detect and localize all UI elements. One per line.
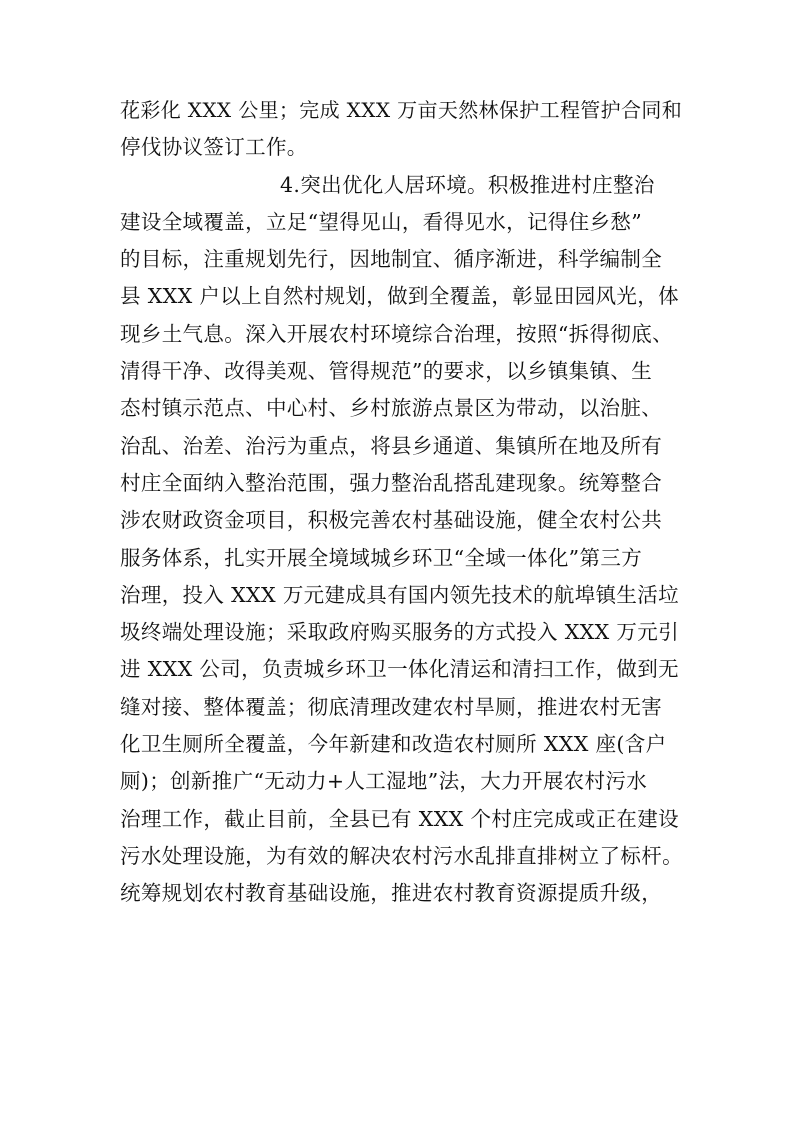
text-line: 涉农财政资金项目，积极完善农村基础设施，健全农村公共 [120, 508, 663, 533]
text-line: 治乱、治差、治污为重点，将县乡通道、集镇所在地及所有 [120, 433, 663, 458]
text-line: 县 XXX 户以上自然村规划，做到全覆盖，彰显田园风光，体 [120, 284, 679, 309]
text-line: 进 XXX 公司，负责城乡环卫一体化清运和清扫工作，做到无 [120, 657, 679, 682]
body-text [120, 92, 690, 913]
text-line: 厕)；创新推广“无动力+人工湿地”法，大力开展农村污水 [120, 769, 648, 794]
text-line: 统筹规划农村教育基础设施，推进农村教育资源提质升级， [120, 881, 663, 906]
text-line: 缝对接、整体覆盖；彻底清理改建农村旱厕，推进农村无害 [120, 694, 663, 719]
text-line: 建设全域覆盖，立足“望得见山，看得见水，记得住乡愁” [120, 209, 643, 234]
section-heading-line: 4.突出优化人居环境。积极推进村庄整治 [280, 172, 655, 197]
text-line: 的目标，注重规划先行，因地制宜、循序渐进，科学编制全 [120, 247, 663, 272]
text-line: 停伐协议签订工作。 [120, 135, 308, 160]
text-line: 花彩化 XXX 公里；完成 XXX 万亩天然林保护工程管护合同和 [120, 98, 683, 122]
text-line: 态村镇示范点、中心村、乡村旅游点景区为带动，以治脏、 [120, 396, 663, 421]
text-line: 污水处理设施，为有效的解决农村污水乱排直排树立了标杆。 [120, 843, 683, 868]
text-line: 圾终端处理设施；采取政府购买服务的方式投入 XXX 万元引 [120, 620, 679, 645]
text-line: 服务体系，扎实开展全境域城乡环卫“全域一体化”第三方 [120, 545, 643, 570]
text-line: 治理工作，截止目前，全县已有 XXX 个村庄完成或正在建设 [120, 806, 679, 831]
text-line: 村庄全面纳入整治范围，强力整治乱搭乱建现象。统筹整合 [120, 470, 663, 495]
text-line: 治理，投入 XXX 万元建成具有国内领先技术的航埠镇生活垃 [120, 582, 679, 607]
text-line: 化卫生厕所全覆盖，今年新建和改造农村厕所 XXX 座(含户 [120, 732, 667, 757]
text-line: 现乡土气息。深入开展农村环境综合治理，按照“拆得彻底、 [120, 321, 673, 346]
text-line: 清得干净、改得美观、管得规范”的要求，以乡镇集镇、生 [120, 359, 653, 384]
